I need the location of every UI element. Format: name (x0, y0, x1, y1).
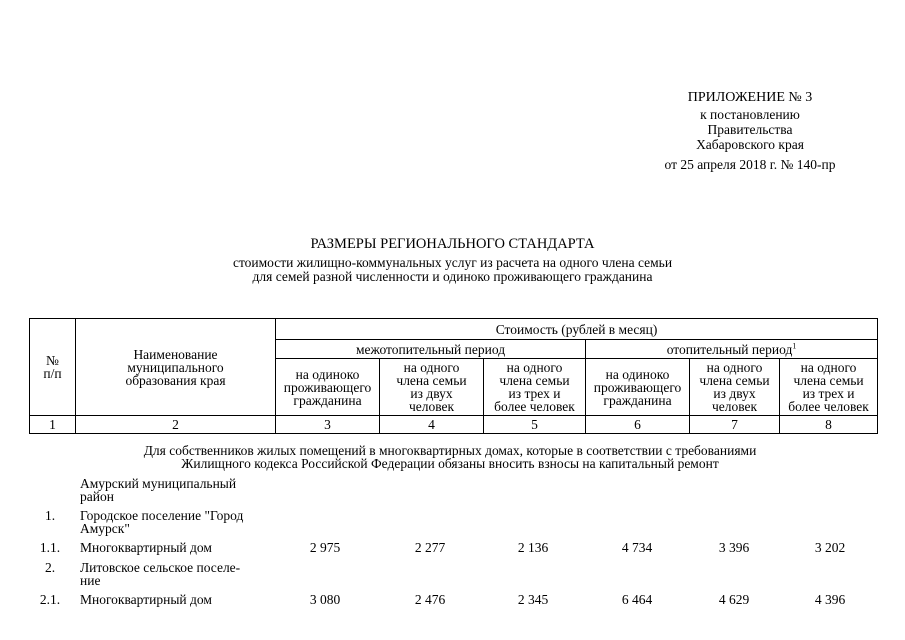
header-text: на одиноко (295, 366, 360, 382)
header-text: члена семьи (499, 373, 570, 388)
row-name (80, 593, 270, 606)
cell-value: 2 975 (309, 540, 341, 555)
header-text: члена семьи (699, 373, 770, 388)
subtitle-line: для семей разной численности и одиноко проживающего гражданина (252, 269, 653, 284)
header-text: из трех и (802, 386, 855, 401)
column-number: 4 (380, 416, 484, 434)
header-text: на одного (800, 360, 857, 375)
column-number: 8 (780, 416, 878, 434)
header-text: гражданина (293, 392, 362, 408)
header-text: проживающего (593, 379, 682, 395)
row-name (80, 561, 270, 587)
header-text: человек (711, 399, 758, 414)
header-text: более человек (788, 399, 869, 414)
header-text: гражданина (603, 392, 672, 408)
column-number: 1 (30, 416, 76, 434)
header-sub (780, 359, 878, 416)
header-text: члена семьи (396, 373, 467, 388)
header-sub (586, 359, 690, 416)
appendix-line: к постановлению (700, 107, 800, 122)
header-text: на одного (706, 360, 763, 375)
header-text: из двух (410, 386, 453, 401)
section-heading-line: Для собственников жилых помещений в многоквартирных домах, которые в соответствии с требованиями (143, 443, 757, 458)
row-name-line: Амурский муниципальный (80, 476, 237, 491)
header-text: из трех и (508, 386, 561, 401)
header-text: на одного (403, 360, 460, 375)
header-text: проживающего (283, 379, 372, 395)
header-text: № (46, 353, 59, 368)
cell-value: 6 464 (621, 592, 653, 607)
header-text: на одиноко (605, 366, 670, 382)
row-name-line: Литовское сельское поселе- (80, 560, 241, 575)
cell-value: 2 277 (414, 540, 446, 555)
header-text: человек (408, 399, 455, 414)
column-number: 2 (76, 416, 276, 434)
header-text: образования края (125, 372, 226, 388)
header-sub (276, 359, 380, 416)
header-col-name (76, 319, 276, 416)
row-number: 1. (44, 508, 56, 523)
subtitle-line: стоимости жилищно-коммунальных услуг из расчета на одного члена семьи (232, 255, 673, 270)
cell-value: 3 202 (814, 540, 846, 555)
column-number: 3 (276, 416, 380, 434)
header-text: члена семьи (793, 373, 864, 388)
header-sub (690, 359, 780, 416)
row-name-line: Городское поселение "Город (80, 508, 244, 523)
appendix-header (600, 90, 900, 172)
header-text: п/п (43, 366, 62, 381)
header-period-heating (586, 340, 878, 359)
appendix-date: от 25 апреля 2018 г. № 140-пр (664, 157, 836, 172)
row-name-line: район (80, 489, 114, 504)
cell-value: 2 476 (414, 592, 446, 607)
header-col-number (30, 319, 76, 416)
header-sub (380, 359, 484, 416)
header-text: отопительный период (666, 341, 793, 357)
cell-value: 3 080 (309, 592, 341, 607)
header-text: более человек (494, 399, 575, 414)
row-number: 2.1. (39, 592, 61, 607)
row-number: 2. (44, 560, 56, 575)
row-number: 1.1. (39, 540, 61, 555)
header-text: на одного (506, 360, 563, 375)
header-text: Наименование (133, 346, 218, 362)
column-number: 6 (586, 416, 690, 434)
row-name-line: Многоквартирный дом (80, 592, 212, 607)
row-name (80, 477, 270, 503)
header-text: муниципального (127, 359, 224, 375)
cell-value: 4 396 (814, 592, 846, 607)
header-sub (484, 359, 586, 416)
header-text: из двух (713, 386, 756, 401)
header-period-non-heating: межотопительный период (276, 340, 586, 359)
section-heading-line: Жилищного кодекса Российской Федерации обязаны вносить взносы на капитальный ремонт (181, 456, 719, 471)
document-title: РАЗМЕРЫ РЕГИОНАЛЬНОГО СТАНДАРТА (310, 236, 595, 252)
document-subtitle (0, 256, 905, 284)
row-name (80, 541, 270, 554)
footnote-marker: 1 (792, 341, 797, 350)
header-cost: Стоимость (рублей в месяц) (276, 319, 878, 340)
cell-value: 2 345 (517, 592, 549, 607)
standards-table-header (29, 318, 878, 434)
cell-value: 3 396 (718, 540, 750, 555)
row-name-line: Многоквартирный дом (80, 540, 212, 555)
column-number: 5 (484, 416, 586, 434)
cell-value: 4 629 (718, 592, 750, 607)
cell-value: 4 734 (621, 540, 653, 555)
row-name-line: Амурск" (80, 521, 130, 536)
appendix-line: Хабаровского края (696, 137, 804, 152)
column-number: 7 (690, 416, 780, 434)
appendix-number: ПРИЛОЖЕНИЕ № 3 (687, 90, 813, 105)
section-heading (40, 444, 860, 470)
cell-value: 2 136 (517, 540, 549, 555)
appendix-line: Правительства (707, 122, 793, 137)
row-name-line: ние (80, 573, 101, 588)
row-name (80, 509, 270, 535)
